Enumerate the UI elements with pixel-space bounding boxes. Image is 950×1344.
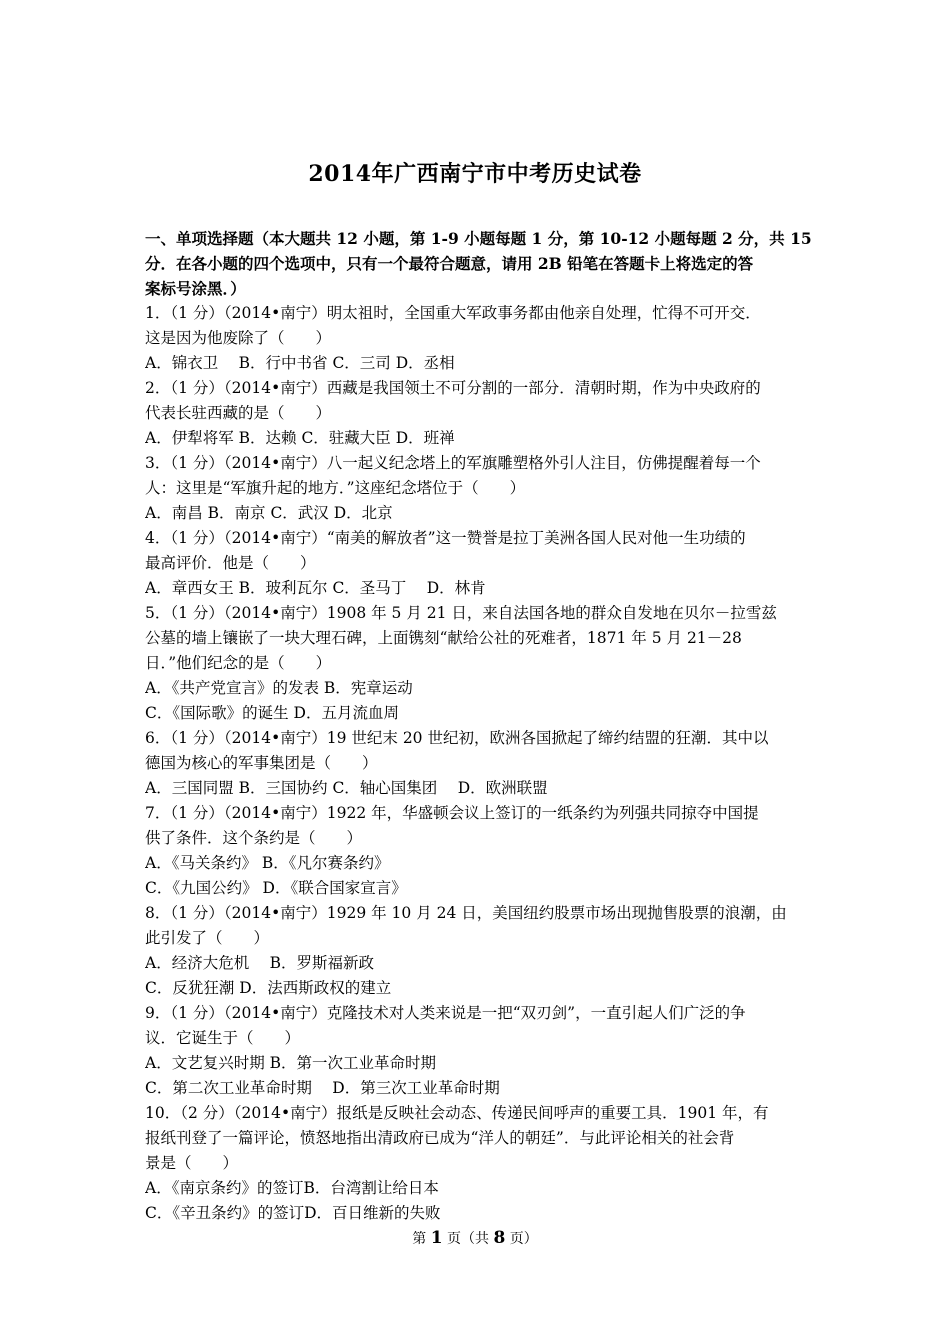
question-3: [145, 451, 815, 526]
question-line: 1．（1 分）（2014•南宁）明太祖时，全国重大军政事务都由他亲自处理，忙得不可开交．: [145, 304, 761, 322]
question-line: A．锦衣卫 B．行中书省 C．三司 D．丞相: [145, 354, 455, 372]
question-line: 景是（ ）: [145, 1154, 239, 1172]
question-line: C．第二次工业革命时期 D．第三次工业革命时期: [145, 1079, 500, 1097]
section-heading-line: 一、单项选择题（本大题共 12 小题，第 1-9 小题每题 1 分，第 10-12 小题每题 2 分，共 15: [145, 229, 812, 248]
question-line: A．《南京条约》的签订B．台湾割让给日本: [145, 1179, 439, 1197]
question-line: A．经济大危机 B．罗斯福新政: [145, 954, 375, 972]
section-heading-line: 分．在各小题的四个选项中，只有一个最符合题意，请用 2B 铅笔在答题卡上将选定的答: [145, 254, 754, 273]
question-6: [145, 726, 815, 801]
question-line: A．南昌 B．南京 C．武汉 D．北京: [145, 504, 393, 522]
question-1: [145, 301, 815, 376]
footer-prefix: 第: [412, 1231, 427, 1247]
question-line: 日．”他们纪念的是（ ）: [145, 654, 332, 672]
question-line: 3．（1 分）（2014•南宁）八一起义纪念塔上的军旗雕塑格外引人注目，仿佛提醒着每一个: [145, 454, 761, 472]
question-line: 这是因为他废除了（ ）: [145, 329, 332, 347]
question-line: C．《九国公约》 D．《联合国家宣言》: [145, 879, 407, 897]
exam-content: [145, 226, 815, 1226]
question-line: 报纸刊登了一篇评论，愤怒地指出清政府已成为“洋人的朝廷”．与此评论相关的社会背: [145, 1129, 735, 1147]
page-footer: [0, 1226, 950, 1251]
question-7: [145, 801, 815, 901]
question-line: 公墓的墙上镶嵌了一块大理石碑，上面镌刻“献给公社的死难者，1871 年 5 月 21－28: [145, 629, 742, 647]
question-line: 7．（1 分）（2014•南宁）1922 年，华盛顿会议上签订的一纸条约为列强共同掠夺中国提: [145, 804, 759, 822]
question-line: A．《共产党宣言》的发表 B．宪章运动: [145, 679, 413, 697]
question-line: A．章西女王 B．玻利瓦尔 C．圣马丁 D．林肯: [145, 579, 486, 597]
question-line: 人：这里是“军旗升起的地方．”这座纪念塔位于（ ）: [145, 479, 526, 497]
section-heading-line: 案标号涂黑．）: [145, 279, 246, 298]
question-line: 6．（1 分）（2014•南宁）19 世纪末 20 世纪初，欧洲各国掀起了缔约结盟的狂潮．其中以: [145, 729, 769, 747]
question-line: 德国为核心的军事集团是（ ）: [145, 754, 378, 772]
question-line: 2．（1 分）（2014•南宁）西藏是我国领土不可分割的一部分．清朝时期，作为中央政府的: [145, 379, 761, 397]
question-line: 代表长驻西藏的是（ ）: [145, 404, 332, 422]
question-10: [145, 1101, 815, 1226]
question-line: 供了条件．这个条约是（ ）: [145, 829, 363, 847]
question-line: A．《马关条约》 B．《凡尔赛条约》: [145, 854, 390, 872]
question-line: 10．（2 分）（2014•南宁）报纸是反映社会动态、传递民间呼声的重要工具．1901 年，有: [145, 1104, 769, 1122]
question-line: 议．它诞生于（ ）: [145, 1029, 301, 1047]
question-line: 8．（1 分）（2014•南宁）1929 年 10 月 24 日，美国纽约股票市场出现抛售股票的浪潮，由: [145, 904, 787, 922]
question-line: A．三国同盟 B．三国协约 C．轴心国集团 D．欧洲联盟: [145, 779, 548, 797]
footer-total-pages: 8: [493, 1228, 506, 1248]
question-line: C．《辛丑条约》的签订D．百日维新的失败: [145, 1204, 441, 1222]
page-title: 2014年广西南宁市中考历史试卷: [308, 161, 642, 187]
question-line: 此引发了（ ）: [145, 929, 270, 947]
question-line: 9．（1 分）（2014•南宁）克隆技术对人类来说是一把“双刃剑”，一直引起人们广泛的争: [145, 1004, 746, 1022]
question-line: 4．（1 分）（2014•南宁）“南美的解放者”这一赞誉是拉丁美洲各国人民对他一生功绩的: [145, 529, 746, 547]
question-line: A．文艺复兴时期 B．第一次工业革命时期: [145, 1054, 437, 1072]
question-line: C．反犹狂潮 D．法西斯政权的建立: [145, 979, 392, 997]
section-heading: [145, 226, 815, 301]
footer-suffix: 页）: [509, 1231, 538, 1247]
question-line: C．《国际歌》的诞生 D．五月流血周: [145, 704, 399, 722]
question-5: [145, 601, 815, 726]
question-list: [145, 301, 815, 1226]
footer-mid: 页（共: [447, 1231, 489, 1247]
question-4: [145, 526, 815, 601]
footer-page-number: 1: [430, 1228, 443, 1248]
question-line: A．伊犁将军 B．达赖 C．驻藏大臣 D．班禅: [145, 429, 455, 447]
question-9: [145, 1001, 815, 1101]
question-8: [145, 901, 815, 1001]
question-line: 最高评价．他是（ ）: [145, 554, 316, 572]
question-line: 5．（1 分）（2014•南宁）1908 年 5 月 21 日，来自法国各地的群众自发地在贝尔－拉雪兹: [145, 604, 777, 622]
question-2: [145, 376, 815, 451]
